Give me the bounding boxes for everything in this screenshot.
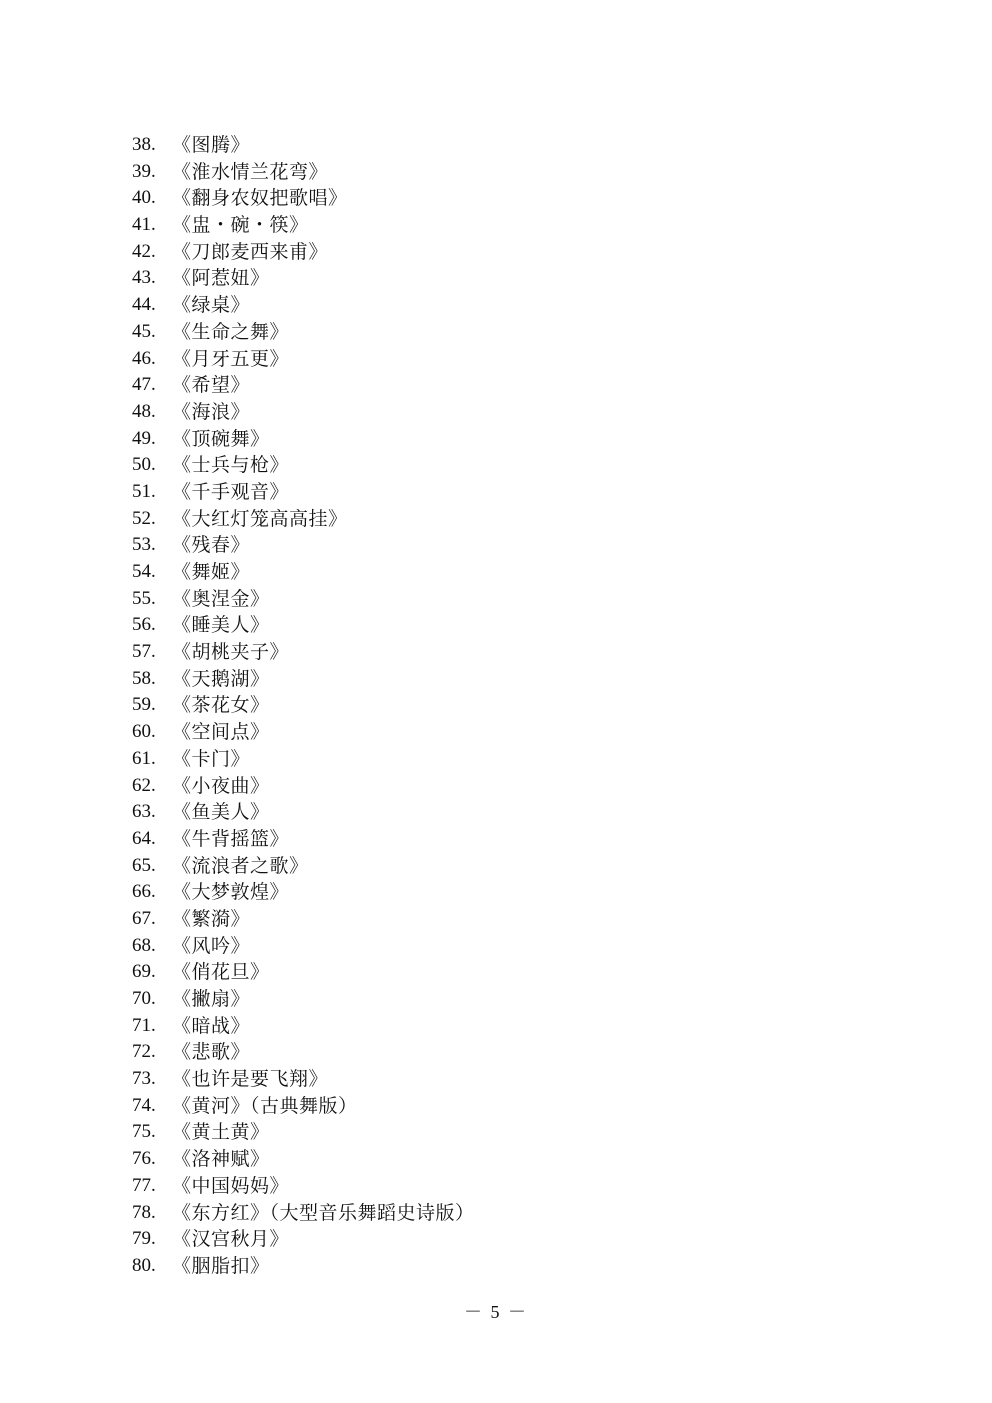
list-item — [132, 1013, 475, 1040]
item-number: 77. — [132, 1174, 156, 1196]
item-number: 45. — [132, 320, 156, 342]
item-number: 70. — [132, 988, 156, 1009]
item-title: 《希望》 — [172, 374, 251, 397]
list-item — [132, 1200, 475, 1227]
list-item — [132, 853, 475, 880]
list-item — [132, 1146, 475, 1173]
item-number: 65. — [132, 854, 156, 876]
item-title: 《天鹅湖》 — [172, 667, 270, 690]
list-item — [132, 319, 475, 346]
item-number: 49. — [132, 427, 156, 449]
item-title: 《繁漪》 — [172, 907, 251, 930]
item-number: 57. — [132, 641, 156, 663]
item-title: 《洛神赋》 — [172, 1148, 270, 1171]
item-number: 48. — [132, 400, 156, 422]
list-item — [132, 1039, 475, 1066]
item-number: 51. — [132, 480, 156, 502]
list-item — [132, 639, 475, 666]
list-item — [132, 1253, 475, 1280]
item-title: 《图腾》 — [172, 134, 251, 156]
list-item — [132, 959, 475, 986]
item-number: 54. — [132, 561, 156, 582]
item-number: 61. — [132, 747, 156, 769]
item-title: 《阿惹妞》 — [172, 267, 270, 290]
item-title: 《翻身农奴把歌唱》 — [172, 187, 348, 210]
item-title: 《胡桃夹子》 — [172, 641, 290, 664]
list-item — [132, 1093, 475, 1120]
item-number: 64. — [132, 827, 156, 849]
list-item — [132, 1066, 475, 1093]
item-title: 《千手观音》 — [172, 480, 290, 503]
item-number: 79. — [132, 1228, 156, 1250]
item-title: 《撇扇》 — [172, 988, 251, 1010]
list-item — [132, 452, 475, 479]
item-number: 80. — [132, 1254, 156, 1276]
item-title: 《小夜曲》 — [172, 774, 270, 797]
list-item — [132, 879, 475, 906]
item-number: 67. — [132, 907, 156, 929]
item-number: 46. — [132, 347, 156, 369]
item-title: 《士兵与枪》 — [172, 454, 290, 477]
item-title: 《盅・碗・筷》 — [172, 214, 309, 237]
list-item — [132, 692, 475, 719]
item-title: 《悲歌》 — [172, 1041, 251, 1064]
item-number: 43. — [132, 267, 156, 289]
list-item — [132, 612, 475, 639]
item-title: 《睡美人》 — [172, 614, 270, 637]
list-item — [132, 826, 475, 853]
item-number: 52. — [132, 507, 156, 529]
list-item — [132, 346, 475, 373]
list-item — [132, 212, 475, 239]
item-title: 《胭脂扣》 — [172, 1254, 270, 1277]
item-title: 《大梦敦煌》 — [172, 881, 290, 904]
item-number: 41. — [132, 214, 156, 236]
item-number: 76. — [132, 1148, 156, 1170]
item-number: 56. — [132, 614, 156, 636]
item-number: 60. — [132, 721, 156, 743]
list-item — [132, 132, 475, 159]
list-item — [132, 773, 475, 800]
list-item — [132, 799, 475, 826]
item-title: 《风吟》 — [172, 934, 251, 957]
item-title: 《海浪》 — [172, 400, 251, 423]
item-title: 《卡门》 — [172, 747, 251, 770]
list-item — [132, 532, 475, 559]
item-title: 《残春》 — [172, 534, 251, 557]
item-title: 《俏花旦》 — [172, 961, 270, 984]
item-number: 68. — [132, 934, 156, 956]
item-title: 《大红灯笼高高挂》 — [172, 507, 348, 530]
item-number: 63. — [132, 801, 156, 823]
list-item — [132, 746, 475, 773]
item-number: 50. — [132, 454, 156, 476]
item-number: 71. — [132, 1014, 156, 1036]
item-title: 《汉宫秋月》 — [172, 1228, 290, 1251]
list-item — [132, 292, 475, 319]
item-title: 《刀郎麦西来甫》 — [172, 240, 329, 263]
list-item — [132, 586, 475, 613]
item-title: 《生命之舞》 — [172, 320, 290, 343]
list-item — [132, 906, 475, 933]
list-item — [132, 666, 475, 693]
item-title: 《黄河》（古典舞版） — [172, 1094, 358, 1117]
item-title: 《淮水情兰花弯》 — [172, 160, 329, 183]
item-title: 《顶碗舞》 — [172, 427, 270, 450]
list-item — [132, 1119, 475, 1146]
list-item — [132, 933, 475, 960]
list-item — [132, 426, 475, 453]
item-number: 72. — [132, 1041, 156, 1063]
item-number: 40. — [132, 187, 156, 209]
item-title: 《黄土黄》 — [172, 1121, 270, 1144]
list-item — [132, 479, 475, 506]
item-number: 53. — [132, 534, 156, 556]
list-item — [132, 265, 475, 292]
item-title: 《中国妈妈》 — [172, 1174, 290, 1197]
list-item — [132, 399, 475, 426]
item-number: 47. — [132, 374, 156, 396]
item-title: 《空间点》 — [172, 721, 270, 744]
repertoire-list — [132, 132, 475, 1280]
item-title: 《东方红》（大型音乐舞蹈史诗版） — [172, 1201, 475, 1224]
item-number: 62. — [132, 774, 156, 796]
item-number: 78. — [132, 1201, 156, 1223]
item-number: 55. — [132, 587, 156, 609]
item-title: 《舞姬》 — [172, 561, 251, 583]
list-item — [132, 159, 475, 186]
item-title: 《也许是要飞翔》 — [172, 1068, 329, 1091]
item-number: 38. — [132, 134, 156, 155]
item-number: 39. — [132, 160, 156, 182]
list-item — [132, 1226, 475, 1253]
item-title: 《月牙五更》 — [172, 347, 290, 370]
list-item — [132, 185, 475, 212]
item-title: 《牛背摇篮》 — [172, 827, 290, 850]
list-item — [132, 1173, 475, 1200]
item-number: 75. — [132, 1121, 156, 1143]
item-number: 74. — [132, 1094, 156, 1116]
item-title: 《暗战》 — [172, 1014, 251, 1037]
item-number: 73. — [132, 1068, 156, 1090]
item-title: 《茶花女》 — [172, 694, 270, 717]
item-number: 42. — [132, 240, 156, 262]
page-number: － 5 － — [464, 1302, 528, 1322]
item-title: 《奥涅金》 — [172, 587, 270, 610]
item-number: 44. — [132, 294, 156, 316]
item-title: 《绿桌》 — [172, 294, 251, 317]
item-title: 《鱼美人》 — [172, 801, 270, 824]
item-number: 58. — [132, 667, 156, 689]
item-number: 66. — [132, 881, 156, 903]
list-item — [132, 559, 475, 586]
item-number: 59. — [132, 694, 156, 716]
list-item — [132, 506, 475, 533]
list-item — [132, 986, 475, 1013]
list-item — [132, 239, 475, 266]
item-number: 69. — [132, 961, 156, 983]
list-item — [132, 719, 475, 746]
list-item — [132, 372, 475, 399]
item-title: 《流浪者之歌》 — [172, 854, 309, 877]
